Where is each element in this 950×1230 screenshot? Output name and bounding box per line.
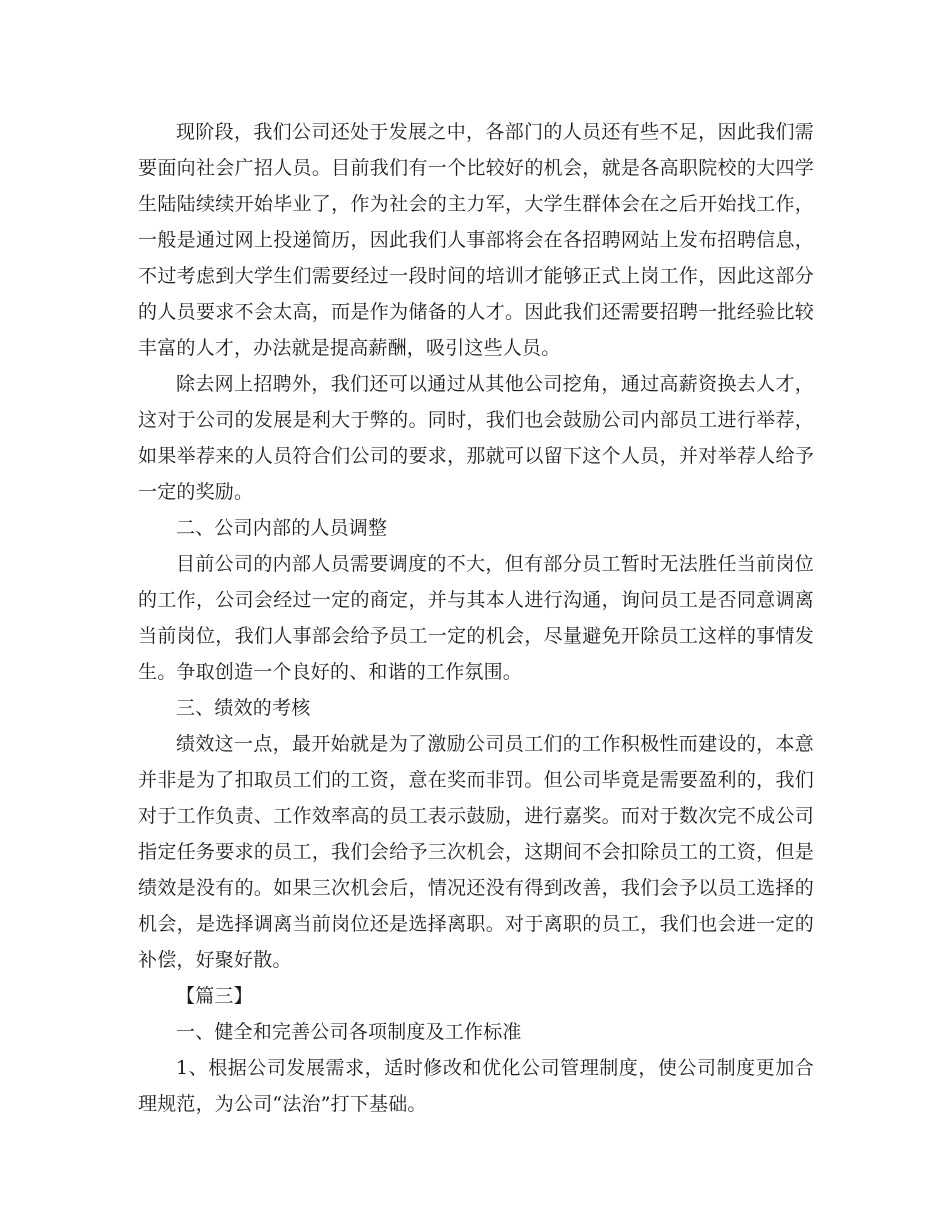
- paragraph-system-optimization: 1、根据公司发展需求，适时修改和优化公司管理制度，使公司制度更加合理规范，为公司“法治”打下基础。: [138, 1057, 814, 1115]
- heading-performance-review: 三、绩效的考核: [176, 697, 311, 719]
- document-body: [138, 114, 814, 1122]
- heading-company-systems: 一、健全和完善公司各项制度及工作标准: [176, 1021, 522, 1043]
- paragraph-recruitment-other: 除去网上招聘外，我们还可以通过从其他公司挖角，通过高薪资换去人才，这对于公司的发展是利大于弊的。同时，我们也会鼓励公司内部员工进行举荐，如果举荐来的人员符合们公司的要求，那就可以留下这个人员，并对举荐人给予一定的奖励。: [138, 373, 814, 503]
- paragraph-recruitment-intro: 现阶段，我们公司还处于发展之中，各部门的人员还有些不足，因此我们需要面向社会广招人员。目前我们有一个比较好的机会，就是各高职院校的大四学生陆陆续续开始毕业了，作为社会的主力军，大学生群体会在之后开始找工作，一般是通过网上投递简历，因此我们人事部将会在各招聘网站上发布招聘信息，不过考虑到大学生们需要经过一段时间的培训才能够正式上岗工作，因此这部分的人员要求不会太高，而是作为储备的人才。因此我们还需要招聘一批经验比较丰富的人才，办法就是提高薪酬，吸引这些人员。: [138, 121, 814, 359]
- paragraph-internal-adjustment: 目前公司的内部人员需要调度的不大，但有部分员工暂时无法胜任当前岗位的工作，公司会经过一定的商定，并与其本人进行沟通，询问员工是否同意调离当前岗位，我们人事部会给予员工一定的机会，尽量避免开除员工这样的事情发生。争取创造一个良好的、和谐的工作氛围。: [138, 553, 814, 683]
- section-marker-part-three: 【篇三】: [176, 985, 253, 1007]
- heading-internal-adjustment: 二、公司内部的人员调整: [176, 517, 388, 539]
- paragraph-performance-review: 绩效这一点，最开始就是为了激励公司员工们的工作积极性而建设的，本意并非是为了扣取员工们的工资，意在奖而非罚。但公司毕竟是需要盈利的，我们对于工作负责、工作效率高的员工表示鼓励，进行嘉奖。而对于数次完不成公司指定任务要求的员工，我们会给予三次机会，这期间不会扣除员工的工资，但是绩效是没有的。如果三次机会后，情况还没有得到改善，我们会予以员工选择的机会，是选择调离当前岗位还是选择离职。对于离职的员工，我们也会进一定的补偿，好聚好散。: [138, 733, 814, 971]
